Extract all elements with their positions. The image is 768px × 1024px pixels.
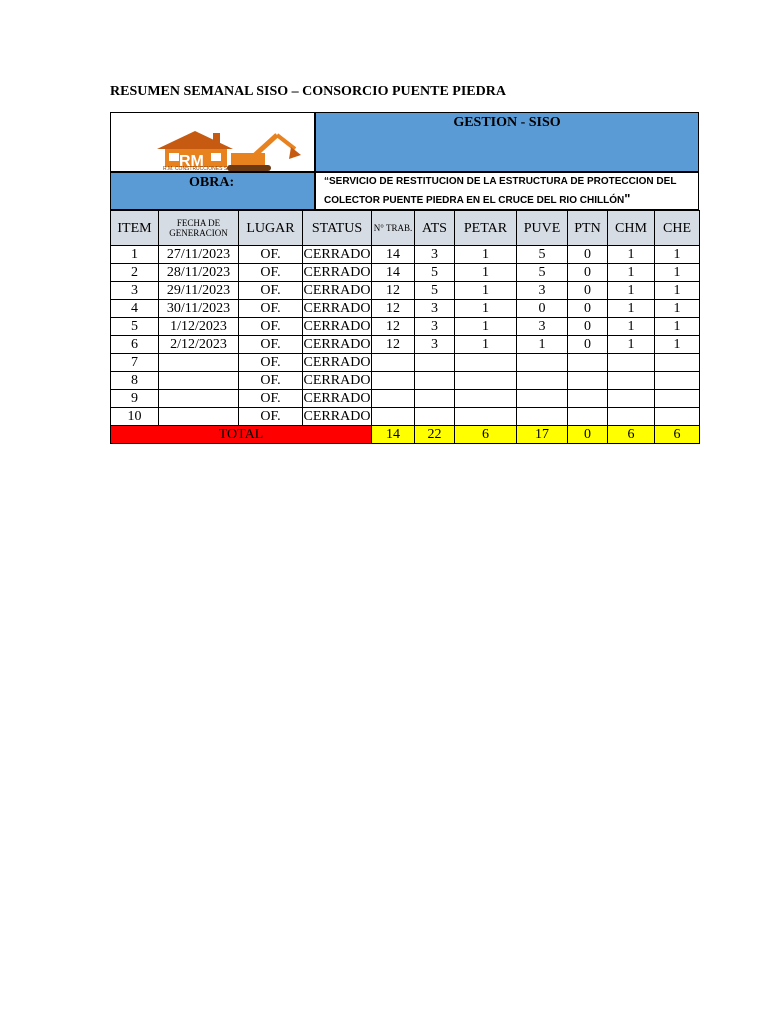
cell-status: CERRADO: [303, 409, 371, 424]
cell-fecha: 2/12/2023: [159, 336, 239, 354]
cell-ats: 5: [415, 282, 455, 300]
cell-item: 3: [111, 282, 159, 300]
cell-fecha: 27/11/2023: [159, 246, 239, 264]
cell-lugar: OF.: [239, 372, 303, 390]
total-puve: 17: [517, 426, 568, 444]
siso-summary-sheet: [110, 112, 699, 442]
cell-puve: [517, 372, 568, 390]
table-row: [111, 372, 700, 390]
cell-chm: 1: [608, 318, 655, 336]
cell-trab: [372, 354, 415, 372]
logo-text: RM: [179, 153, 204, 170]
cell-puve: [517, 390, 568, 408]
cell-ptn: 0: [568, 318, 608, 336]
cell-lugar: OF.: [239, 318, 303, 336]
cell-puve: 3: [517, 282, 568, 300]
cell-ats: 3: [415, 336, 455, 354]
cell-trab: 12: [372, 336, 415, 354]
cell-petar: [455, 408, 517, 426]
company-logo-cell: [110, 112, 315, 172]
cell-ats: [415, 372, 455, 390]
table-row: [111, 318, 700, 336]
cell-item: 4: [111, 300, 159, 318]
cell-petar: 1: [455, 246, 517, 264]
cell-fecha: 30/11/2023: [159, 300, 239, 318]
siso-table: [110, 210, 700, 444]
page-title: RESUMEN SEMANAL SISO – CONSORCIO PUENTE PIEDRA: [110, 84, 506, 99]
col-header-lugar: LUGAR: [239, 211, 303, 246]
cell-trab: [372, 408, 415, 426]
cell-item: 7: [111, 354, 159, 372]
servicio-text: “SERVICIO DE RESTITUCION DE LA ESTRUCTURA DE PROTECCION DEL COLECTOR PUENTE PIEDRA EN EL CRUCE DEL RIO CHILLÓN: [324, 176, 677, 206]
cell-chm: 1: [608, 264, 655, 282]
cell-che: [655, 354, 700, 372]
cell-ptn: 0: [568, 300, 608, 318]
cell-che: 1: [655, 300, 700, 318]
cell-lugar: OF.: [239, 282, 303, 300]
column-header-row: [111, 211, 700, 246]
table-row: [111, 246, 700, 264]
cell-ptn: 0: [568, 264, 608, 282]
table-row: [111, 390, 700, 408]
col-header-ats: ATS: [415, 211, 455, 246]
cell-petar: [455, 354, 517, 372]
col-header-che: CHE: [655, 211, 700, 246]
cell-petar: 1: [455, 300, 517, 318]
cell-fecha: 28/11/2023: [159, 264, 239, 282]
cell-ptn: [568, 354, 608, 372]
total-ptn: 0: [568, 426, 608, 444]
cell-item: 10: [111, 408, 159, 426]
cell-puve: 3: [517, 318, 568, 336]
col-header-item: ITEM: [111, 211, 159, 246]
cell-lugar: OF.: [239, 390, 303, 408]
cell-ptn: [568, 390, 608, 408]
table-row: [111, 300, 700, 318]
cell-fecha: 1/12/2023: [159, 318, 239, 336]
cell-lugar: OF.: [239, 354, 303, 372]
cell-trab: 14: [372, 246, 415, 264]
cell-item: 8: [111, 372, 159, 390]
cell-che: 1: [655, 246, 700, 264]
obra-label: OBRA:: [110, 172, 315, 210]
cell-status: CERRADO: [303, 391, 371, 406]
cell-fecha: [159, 408, 239, 426]
cell-lugar: OF.: [239, 408, 303, 426]
cell-item: 2: [111, 264, 159, 282]
cell-puve: 0: [517, 300, 568, 318]
cell-puve: [517, 408, 568, 426]
table-row: [111, 282, 700, 300]
cell-chm: [608, 408, 655, 426]
cell-lugar: OF.: [239, 336, 303, 354]
cell-che: [655, 372, 700, 390]
cell-petar: [455, 390, 517, 408]
cell-lugar: OF.: [239, 246, 303, 264]
cell-status: CERRADO: [303, 373, 371, 388]
cell-ptn: 0: [568, 246, 608, 264]
cell-ats: 5: [415, 264, 455, 282]
total-chm: 6: [608, 426, 655, 444]
cell-petar: 1: [455, 264, 517, 282]
col-header-petar: PETAR: [455, 211, 517, 246]
cell-chm: [608, 372, 655, 390]
cell-item: 9: [111, 390, 159, 408]
cell-petar: 1: [455, 318, 517, 336]
table-row: [111, 354, 700, 372]
cell-status: CERRADO: [303, 319, 371, 334]
col-header-fecha: FECHA DE GENERACION: [159, 211, 239, 246]
cell-puve: 5: [517, 246, 568, 264]
cell-item: 5: [111, 318, 159, 336]
cell-che: [655, 390, 700, 408]
cell-status: CERRADO: [303, 265, 371, 280]
total-trab: 14: [372, 426, 415, 444]
cell-che: 1: [655, 264, 700, 282]
cell-petar: 1: [455, 336, 517, 354]
cell-ptn: [568, 408, 608, 426]
cell-lugar: OF.: [239, 264, 303, 282]
cell-trab: 14: [372, 264, 415, 282]
cell-status: CERRADO: [303, 301, 371, 316]
cell-che: 1: [655, 318, 700, 336]
cell-trab: [372, 390, 415, 408]
cell-ats: [415, 390, 455, 408]
cell-ats: [415, 354, 455, 372]
cell-ats: 3: [415, 246, 455, 264]
cell-trab: [372, 372, 415, 390]
servicio-close-quote: ": [624, 191, 631, 206]
cell-item: 6: [111, 336, 159, 354]
col-header-trab: N° TRAB.: [372, 211, 415, 246]
cell-che: 1: [655, 336, 700, 354]
cell-status: CERRADO: [303, 247, 371, 262]
logo-caption: R.M. CONSTRUCCIONES S.R.L.: [163, 166, 238, 172]
table-row: [111, 408, 700, 426]
cell-ats: 3: [415, 318, 455, 336]
cell-puve: 5: [517, 264, 568, 282]
cell-fecha: 29/11/2023: [159, 282, 239, 300]
cell-status: CERRADO: [303, 355, 371, 370]
cell-puve: [517, 354, 568, 372]
cell-trab: 12: [372, 318, 415, 336]
cell-item: 1: [111, 246, 159, 264]
cell-chm: 1: [608, 336, 655, 354]
cell-ats: [415, 408, 455, 426]
cell-che: 1: [655, 282, 700, 300]
servicio-description: [315, 172, 699, 210]
col-header-status: STATUS: [303, 211, 372, 246]
cell-chm: [608, 390, 655, 408]
cell-ptn: 0: [568, 336, 608, 354]
cell-chm: 1: [608, 282, 655, 300]
total-row: [111, 426, 700, 444]
cell-fecha: [159, 354, 239, 372]
cell-petar: [455, 372, 517, 390]
col-header-chm: CHM: [608, 211, 655, 246]
table-row: [111, 264, 700, 282]
cell-status: CERRADO: [303, 337, 371, 352]
cell-fecha: [159, 372, 239, 390]
cell-fecha: [159, 390, 239, 408]
cell-chm: [608, 354, 655, 372]
cell-petar: 1: [455, 282, 517, 300]
total-ats: 22: [415, 426, 455, 444]
cell-ptn: [568, 372, 608, 390]
cell-trab: 12: [372, 300, 415, 318]
col-header-puve: PUVE: [517, 211, 568, 246]
total-petar: 6: [455, 426, 517, 444]
table-row: [111, 336, 700, 354]
cell-chm: 1: [608, 300, 655, 318]
cell-trab: 12: [372, 282, 415, 300]
cell-status: CERRADO: [303, 283, 371, 298]
cell-ptn: 0: [568, 282, 608, 300]
cell-chm: 1: [608, 246, 655, 264]
total-che: 6: [655, 426, 700, 444]
cell-lugar: OF.: [239, 300, 303, 318]
cell-ats: 3: [415, 300, 455, 318]
total-label: TOTAL: [111, 426, 372, 444]
gestion-siso-header: GESTION - SISO: [315, 112, 699, 172]
cell-puve: 1: [517, 336, 568, 354]
cell-che: [655, 408, 700, 426]
col-header-ptn: PTN: [568, 211, 608, 246]
